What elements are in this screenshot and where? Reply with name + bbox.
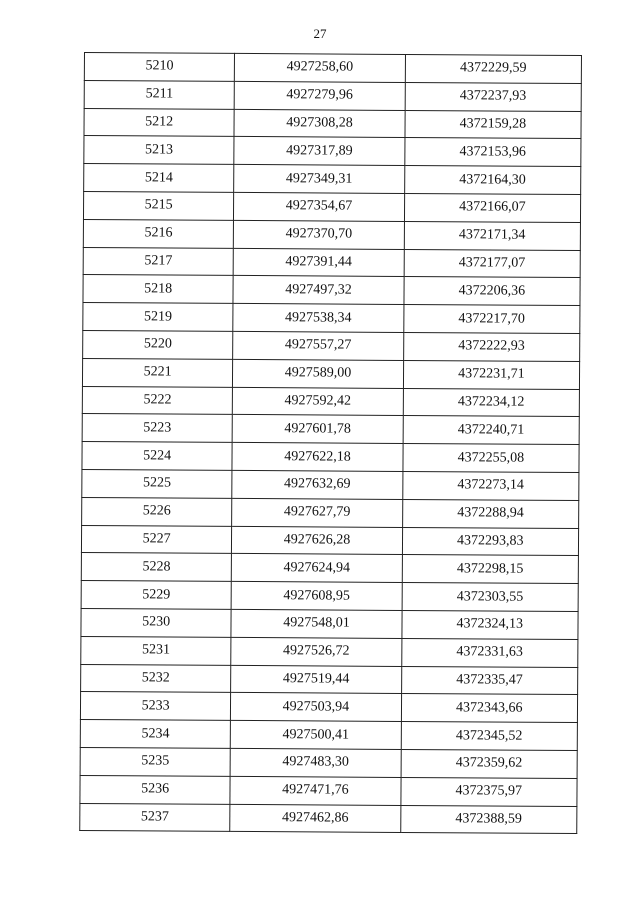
table-row bbox=[80, 803, 577, 834]
point-number-cell: 5232 bbox=[81, 664, 231, 693]
y-coordinate-cell: 4372288,94 bbox=[402, 499, 579, 528]
point-number-cell: 5217 bbox=[83, 247, 233, 276]
table-row bbox=[84, 53, 581, 84]
point-number-cell: 5230 bbox=[81, 608, 231, 637]
point-number-cell: 5235 bbox=[80, 747, 230, 776]
point-number-cell: 5231 bbox=[81, 636, 231, 665]
point-number-cell: 5237 bbox=[80, 803, 230, 832]
table-row bbox=[81, 553, 578, 584]
page-number: 27 bbox=[313, 26, 327, 41]
x-coordinate-cell: 4927391,44 bbox=[233, 248, 404, 277]
x-coordinate-cell: 4927519,44 bbox=[231, 665, 402, 694]
table-row bbox=[80, 692, 577, 723]
point-number-cell: 5224 bbox=[82, 442, 232, 471]
table-row bbox=[83, 191, 580, 222]
table-row bbox=[84, 80, 581, 111]
y-coordinate-cell: 4372153,96 bbox=[404, 138, 581, 167]
coordinates-table-wrapper bbox=[79, 52, 582, 834]
x-coordinate-cell: 4927462,86 bbox=[230, 804, 401, 833]
y-coordinate-cell: 4372159,28 bbox=[405, 110, 582, 139]
table-row bbox=[83, 330, 580, 361]
point-number-cell: 5233 bbox=[80, 692, 230, 721]
y-coordinate-cell: 4372255,08 bbox=[403, 444, 580, 473]
x-coordinate-cell: 4927627,79 bbox=[232, 498, 403, 527]
point-number-cell: 5215 bbox=[83, 191, 233, 220]
x-coordinate-cell: 4927503,94 bbox=[231, 693, 402, 722]
table-row bbox=[81, 608, 578, 639]
table-row bbox=[84, 136, 581, 167]
x-coordinate-cell: 4927624,94 bbox=[232, 554, 403, 583]
point-number-cell: 5229 bbox=[81, 581, 231, 610]
y-coordinate-cell: 4372298,15 bbox=[402, 555, 579, 584]
point-number-cell: 5225 bbox=[82, 469, 232, 498]
point-number-cell: 5213 bbox=[84, 136, 234, 165]
table-row bbox=[84, 164, 581, 195]
y-coordinate-cell: 4372166,07 bbox=[404, 193, 581, 222]
point-number-cell: 5216 bbox=[83, 219, 233, 248]
point-number-cell: 5236 bbox=[80, 775, 230, 804]
x-coordinate-cell: 4927601,78 bbox=[232, 415, 403, 444]
table-row bbox=[82, 358, 579, 389]
x-coordinate-cell: 4927497,32 bbox=[233, 276, 404, 305]
x-coordinate-cell: 4927608,95 bbox=[231, 582, 402, 611]
y-coordinate-cell: 4372343,66 bbox=[401, 694, 578, 723]
y-coordinate-cell: 4372273,14 bbox=[402, 471, 579, 500]
table-row bbox=[83, 219, 580, 250]
x-coordinate-cell: 4927500,41 bbox=[231, 721, 402, 750]
x-coordinate-cell: 4927589,00 bbox=[233, 359, 404, 388]
y-coordinate-cell: 4372375,97 bbox=[401, 777, 578, 806]
y-coordinate-cell: 4372177,07 bbox=[404, 249, 581, 278]
y-coordinate-cell: 4372164,30 bbox=[404, 166, 581, 195]
y-coordinate-cell: 4372303,55 bbox=[402, 583, 579, 612]
y-coordinate-cell: 4372240,71 bbox=[403, 416, 580, 445]
y-coordinate-cell: 4372206,36 bbox=[404, 277, 581, 306]
x-coordinate-cell: 4927317,89 bbox=[234, 137, 405, 166]
point-number-cell: 5222 bbox=[82, 386, 232, 415]
point-number-cell: 5223 bbox=[82, 414, 232, 443]
table-row bbox=[82, 386, 579, 417]
x-coordinate-cell: 4927279,96 bbox=[234, 81, 405, 110]
table-row bbox=[82, 469, 579, 500]
x-coordinate-cell: 4927548,01 bbox=[231, 609, 402, 638]
x-coordinate-cell: 4927370,70 bbox=[234, 220, 405, 249]
table-row bbox=[83, 247, 580, 278]
y-coordinate-cell: 4372171,34 bbox=[404, 221, 581, 250]
table-row bbox=[81, 636, 578, 667]
point-number-cell: 5212 bbox=[84, 108, 234, 137]
x-coordinate-cell: 4927592,42 bbox=[233, 387, 404, 416]
point-number-cell: 5221 bbox=[82, 358, 232, 387]
table-row bbox=[81, 581, 578, 612]
x-coordinate-cell: 4927538,34 bbox=[233, 304, 404, 333]
table-row bbox=[81, 664, 578, 695]
y-coordinate-cell: 4372331,63 bbox=[401, 638, 578, 667]
x-coordinate-cell: 4927557,27 bbox=[233, 331, 404, 360]
point-number-cell: 5218 bbox=[83, 275, 233, 304]
x-coordinate-cell: 4927626,28 bbox=[232, 526, 403, 555]
y-coordinate-cell: 4372231,71 bbox=[403, 360, 580, 389]
table-row bbox=[80, 720, 577, 751]
point-number-cell: 5228 bbox=[81, 553, 231, 582]
y-coordinate-cell: 4372234,12 bbox=[403, 388, 580, 417]
point-number-cell: 5219 bbox=[83, 303, 233, 332]
x-coordinate-cell: 4927258,60 bbox=[235, 53, 406, 82]
y-coordinate-cell: 4372335,47 bbox=[401, 666, 578, 695]
x-coordinate-cell: 4927483,30 bbox=[230, 748, 401, 777]
y-coordinate-cell: 4372237,93 bbox=[405, 82, 582, 111]
table-row bbox=[80, 747, 577, 778]
y-coordinate-cell: 4372388,59 bbox=[400, 805, 577, 834]
x-coordinate-cell: 4927526,72 bbox=[231, 637, 402, 666]
x-coordinate-cell: 4927622,18 bbox=[232, 443, 403, 472]
x-coordinate-cell: 4927632,69 bbox=[232, 470, 403, 499]
y-coordinate-cell: 4372324,13 bbox=[402, 610, 579, 639]
x-coordinate-cell: 4927349,31 bbox=[234, 165, 405, 194]
y-coordinate-cell: 4372229,59 bbox=[405, 54, 582, 83]
coordinates-table bbox=[79, 52, 582, 834]
y-coordinate-cell: 4372222,93 bbox=[403, 332, 580, 361]
table-row bbox=[83, 303, 580, 334]
y-coordinate-cell: 4372293,83 bbox=[402, 527, 579, 556]
table-row bbox=[84, 108, 581, 139]
x-coordinate-cell: 4927354,67 bbox=[234, 192, 405, 221]
x-coordinate-cell: 4927308,28 bbox=[234, 109, 405, 138]
y-coordinate-cell: 4372359,62 bbox=[401, 749, 578, 778]
y-coordinate-cell: 4372217,70 bbox=[403, 305, 580, 334]
point-number-cell: 5234 bbox=[80, 720, 230, 749]
table-row bbox=[80, 775, 577, 806]
point-number-cell: 5211 bbox=[84, 80, 234, 109]
point-number-cell: 5226 bbox=[82, 497, 232, 526]
point-number-cell: 5227 bbox=[81, 525, 231, 554]
table-row bbox=[82, 414, 579, 445]
y-coordinate-cell: 4372345,52 bbox=[401, 722, 578, 751]
table-row bbox=[81, 525, 578, 556]
table-row bbox=[82, 497, 579, 528]
table-row bbox=[82, 442, 579, 473]
point-number-cell: 5220 bbox=[83, 330, 233, 359]
x-coordinate-cell: 4927471,76 bbox=[230, 776, 401, 805]
coordinates-table-body bbox=[80, 53, 582, 834]
point-number-cell: 5210 bbox=[84, 53, 234, 82]
point-number-cell: 5214 bbox=[84, 164, 234, 193]
table-row bbox=[83, 275, 580, 306]
